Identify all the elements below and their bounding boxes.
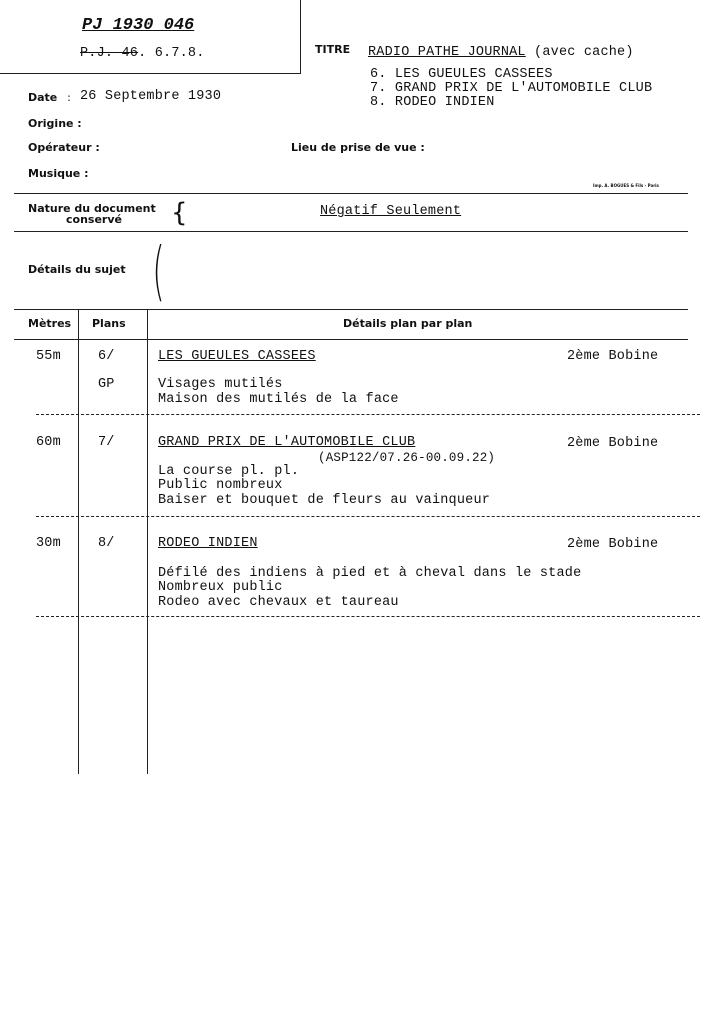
date-separator: : <box>67 91 71 104</box>
row-title: GRAND PRIX DE L'AUTOMOBILE CLUB <box>158 435 416 450</box>
origine-label: Origine : <box>28 117 82 130</box>
titre-main <box>368 45 634 60</box>
row-detail-line: La course pl. pl. <box>158 464 300 479</box>
row-divider <box>36 414 700 415</box>
row-metres: 55m <box>36 349 61 364</box>
date-label <box>28 91 71 104</box>
date-label-text: Date <box>28 91 58 104</box>
column-rule-metres <box>78 309 79 774</box>
row-metres: 30m <box>36 536 61 551</box>
row-detail-line: Public nombreux <box>158 478 283 493</box>
titre-item: 6. LES GUEULES CASSEES <box>370 67 553 82</box>
reference-box <box>0 0 301 74</box>
reference-handwritten: PJ 1930 046 <box>82 16 195 35</box>
col-details: Détails plan par plan <box>343 317 473 330</box>
row-detail-line: Nombreux public <box>158 580 283 595</box>
titre-extra: (avec cache) <box>525 45 634 60</box>
row-detail-line: Baiser et bouquet de fleurs au vainqueur <box>158 493 491 508</box>
divider-table-top <box>14 309 688 310</box>
divider-nature-top <box>14 193 688 194</box>
column-rule-plans <box>147 309 148 774</box>
bracket-icon: ( <box>152 235 165 309</box>
row-plan: 6/ <box>98 349 115 364</box>
divider-table-header <box>14 339 688 340</box>
nature-label-line2: conservé <box>66 213 122 226</box>
row-reference: (ASP122/07.26-00.09.22) <box>318 451 496 465</box>
titre-main-text: RADIO PATHE JOURNAL <box>368 45 526 60</box>
lieu-label: Lieu de prise de vue : <box>291 141 425 154</box>
brace-icon: { <box>171 198 188 228</box>
reference-struck: P.J. 46 <box>80 46 139 61</box>
details-sujet-label: Détails du sujet <box>28 263 126 276</box>
row-title: RODEO INDIEN <box>158 536 258 551</box>
titre-item: 8. RODEO INDIEN <box>370 95 495 110</box>
col-plans: Plans <box>92 317 126 330</box>
row-detail-line: Visages mutilés <box>158 377 283 392</box>
operateur-label: Opérateur : <box>28 141 100 154</box>
row-detail-line: Maison des mutilés de la face <box>158 392 399 407</box>
row-detail-line: Rodeo avec chevaux et taureau <box>158 595 399 610</box>
row-bobine: 2ème Bobine <box>567 537 659 552</box>
divider-nature-bottom <box>14 231 688 232</box>
row-metres: 60m <box>36 435 61 450</box>
nature-label-line1: Nature du document <box>28 202 156 215</box>
reference-suffix: . 6.7.8. <box>138 46 205 61</box>
row-plan: 7/ <box>98 435 115 450</box>
nature-value: Négatif Seulement <box>320 204 462 219</box>
printer-mark: Imp. A. BOGUES & Fils - Paris <box>593 183 659 188</box>
row-plan-secondary: GP <box>98 377 115 392</box>
musique-label: Musique : <box>28 167 89 180</box>
titre-item: 7. GRAND PRIX DE L'AUTOMOBILE CLUB <box>370 81 653 96</box>
row-plan: 8/ <box>98 536 115 551</box>
row-title: LES GUEULES CASSEES <box>158 349 316 364</box>
row-divider <box>36 516 700 517</box>
row-bobine: 2ème Bobine <box>567 436 659 451</box>
reference-number <box>80 46 205 61</box>
date-value: 26 Septembre 1930 <box>80 89 222 104</box>
row-bobine: 2ème Bobine <box>567 349 659 364</box>
row-detail-line: Défilé des indiens à pied et à cheval dans le stade <box>158 566 582 581</box>
row-divider <box>36 616 700 617</box>
titre-label: TITRE <box>315 43 351 56</box>
col-metres: Mètres <box>28 317 72 330</box>
